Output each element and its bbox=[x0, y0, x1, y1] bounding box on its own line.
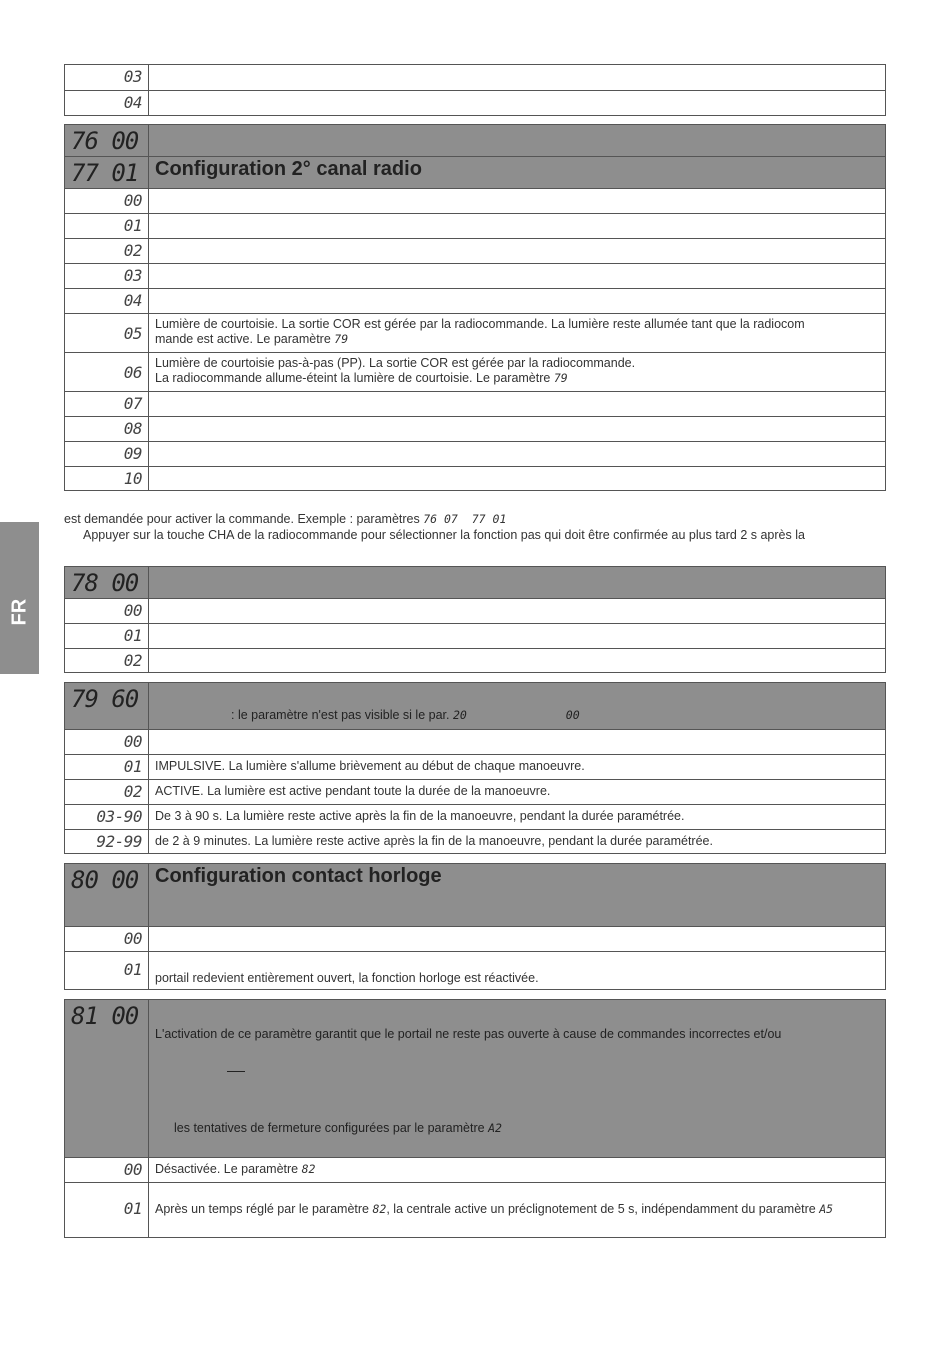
description-text: , la centrale active un préclignotement de 5 s, indépendamment du paramètre bbox=[386, 1202, 816, 1216]
value-description: De 3 à 90 s. La lumière reste active après la fin de la manoeuvre, pendant la durée paramétrée. bbox=[155, 809, 685, 823]
value-code: 09 bbox=[65, 442, 149, 466]
value-description bbox=[149, 214, 885, 238]
parameter-header bbox=[65, 125, 885, 156]
description-line: Lumière de courtoisie. La sortie COR est gérée par la radiocommande. La lumière reste allumée tant que la radiocom bbox=[155, 317, 805, 331]
parameter-header bbox=[65, 1000, 885, 1157]
parameter-code: 76 00 bbox=[65, 125, 149, 156]
parameter-header bbox=[65, 683, 885, 729]
value-description bbox=[149, 730, 885, 754]
table-row bbox=[65, 238, 885, 263]
value-code: 08 bbox=[65, 417, 149, 441]
parameter-code: 78 00 bbox=[65, 567, 149, 598]
value-description bbox=[149, 392, 885, 416]
table-parameter-80 bbox=[64, 863, 886, 990]
note-text: est demandée pour activer la commande. Exemple : paramètres bbox=[64, 512, 420, 526]
table-row bbox=[65, 441, 885, 466]
value-code: 05 bbox=[65, 314, 149, 352]
description-line: les tentatives de fermeture configurées par le paramètre bbox=[174, 1121, 485, 1135]
description-line: Lumière de courtoisie pas-à-pas (PP). La sortie COR est gérée par la radiocommande. bbox=[155, 356, 636, 370]
parameter-note-text: : le paramètre n'est pas visible si le par. bbox=[231, 708, 450, 722]
value-code: 03 bbox=[65, 264, 149, 288]
table-row bbox=[65, 90, 885, 115]
parameter-reference: A2 bbox=[488, 1121, 502, 1135]
value-code: 92-99 bbox=[65, 830, 149, 853]
parameter-code: 79 60 bbox=[65, 683, 149, 729]
value-description bbox=[149, 927, 885, 951]
parameter-description bbox=[149, 1000, 885, 1157]
table-row bbox=[65, 951, 885, 989]
value-code: 02 bbox=[65, 649, 149, 672]
value-code: 07 bbox=[65, 392, 149, 416]
description-line: mande est active. Le paramètre bbox=[155, 332, 331, 346]
value-code: 01 bbox=[65, 952, 149, 989]
value-code: 06 bbox=[65, 353, 149, 391]
value-code: 01 bbox=[65, 755, 149, 779]
value-description bbox=[149, 467, 885, 490]
value-description bbox=[149, 442, 885, 466]
value-description bbox=[149, 599, 885, 623]
language-tab-label: FR bbox=[8, 598, 31, 626]
parameter-reference: 82 bbox=[301, 1162, 316, 1176]
value-description bbox=[149, 289, 885, 313]
description-line: La radiocommande allume-éteint la lumière de courtoisie. Le paramètre bbox=[155, 371, 551, 385]
parameter-note bbox=[149, 683, 885, 729]
table-row bbox=[65, 648, 885, 672]
description-line-wrap bbox=[155, 1121, 879, 1136]
table-row bbox=[65, 188, 885, 213]
value-description bbox=[149, 314, 885, 352]
value-description bbox=[149, 649, 885, 672]
parameter-reference: 20 bbox=[452, 708, 467, 722]
value-description bbox=[149, 65, 885, 90]
table-row bbox=[65, 926, 885, 951]
value-description: IMPULSIVE. La lumière s'allume brièvement au début de chaque manoeuvre. bbox=[155, 759, 585, 773]
parameter-code: 77 01 bbox=[65, 157, 149, 188]
table-values-03-04 bbox=[64, 64, 886, 116]
parameter-reference: 79 bbox=[334, 332, 349, 346]
table-row bbox=[65, 263, 885, 288]
parameter-code: 81 00 bbox=[65, 1000, 149, 1157]
parameter-title: Configuration contact horloge bbox=[155, 865, 442, 887]
parameter-title bbox=[149, 567, 885, 598]
parameter-title: Configuration 2° canal radio bbox=[155, 158, 422, 180]
note-line bbox=[64, 512, 886, 526]
table-row bbox=[65, 623, 885, 648]
value-code: 03 bbox=[65, 65, 149, 90]
value-code: 03-90 bbox=[65, 805, 149, 829]
table-row bbox=[65, 466, 885, 490]
parameter-title-cell bbox=[149, 864, 885, 926]
parameter-reference: 77 01 bbox=[471, 512, 507, 526]
value-code: 00 bbox=[65, 1158, 149, 1182]
value-description bbox=[149, 624, 885, 648]
value-description: ACTIVE. La lumière est active pendant toute la durée de la manoeuvre. bbox=[155, 784, 551, 798]
parameter-reference: 00 bbox=[565, 708, 580, 722]
value-code: 01 bbox=[65, 624, 149, 648]
table-parameter-78 bbox=[64, 566, 886, 673]
value-description bbox=[149, 91, 885, 115]
value-description bbox=[149, 1158, 885, 1182]
value-code: 04 bbox=[65, 91, 149, 115]
parameter-title-cell bbox=[149, 157, 885, 188]
table-parameter-79 bbox=[64, 682, 886, 854]
value-code: 00 bbox=[65, 189, 149, 213]
parameter-title bbox=[149, 125, 885, 156]
value-code: 04 bbox=[65, 289, 149, 313]
table-row bbox=[65, 804, 885, 829]
table-row bbox=[65, 391, 885, 416]
value-description bbox=[149, 264, 885, 288]
table-parameter-76-77 bbox=[64, 124, 886, 491]
value-description: de 2 à 9 minutes. La lumière reste active après la fin de la manoeuvre, pendant la durée paramétrée. bbox=[155, 834, 713, 848]
value-code: 01 bbox=[65, 214, 149, 238]
value-code: 02 bbox=[65, 780, 149, 804]
parameter-code: 80 00 bbox=[65, 864, 149, 926]
note-line: Appuyer sur la touche CHA de la radiocommande pour sélectionner la fonction pas qui doit être confirmée au plus tard 2 s après la bbox=[83, 528, 805, 542]
value-description bbox=[149, 189, 885, 213]
underline-mark bbox=[227, 1071, 245, 1072]
table-row bbox=[65, 65, 885, 90]
table-row bbox=[65, 213, 885, 238]
parameter-header bbox=[65, 567, 885, 598]
parameter-reference: 82 bbox=[372, 1202, 387, 1216]
parameter-reference: 76 07 bbox=[423, 512, 458, 526]
description-text: Après un temps réglé par le paramètre bbox=[155, 1202, 369, 1216]
value-description bbox=[149, 1183, 885, 1237]
table-row bbox=[65, 829, 885, 853]
value-description bbox=[149, 417, 885, 441]
table-row bbox=[65, 754, 885, 779]
value-code: 10 bbox=[65, 467, 149, 490]
parameter-header bbox=[65, 156, 885, 188]
table-row bbox=[65, 729, 885, 754]
description-line: L'activation de ce paramètre garantit que le portail ne reste pas ouverte à cause de commandes incorrectes et/ou bbox=[155, 1027, 782, 1041]
table-row bbox=[65, 352, 885, 391]
value-description: portail redevient entièrement ouvert, la fonction horloge est réactivée. bbox=[155, 971, 539, 985]
parameter-reference: A5 bbox=[819, 1202, 834, 1216]
value-description bbox=[149, 239, 885, 263]
value-code: 02 bbox=[65, 239, 149, 263]
table-row bbox=[65, 313, 885, 352]
value-code: 00 bbox=[65, 599, 149, 623]
table-row bbox=[65, 1157, 885, 1182]
value-description bbox=[149, 353, 885, 391]
value-code: 00 bbox=[65, 730, 149, 754]
parameter-reference: 79 bbox=[553, 371, 568, 385]
value-code: 00 bbox=[65, 927, 149, 951]
language-tab bbox=[0, 522, 39, 674]
table-row bbox=[65, 416, 885, 441]
parameter-header bbox=[65, 864, 885, 926]
table-row bbox=[65, 1182, 885, 1237]
table-row bbox=[65, 598, 885, 623]
description-text: Désactivée. Le paramètre bbox=[155, 1162, 299, 1176]
table-row bbox=[65, 288, 885, 313]
table-row bbox=[65, 779, 885, 804]
table-parameter-81 bbox=[64, 999, 886, 1238]
value-code: 01 bbox=[65, 1183, 149, 1237]
